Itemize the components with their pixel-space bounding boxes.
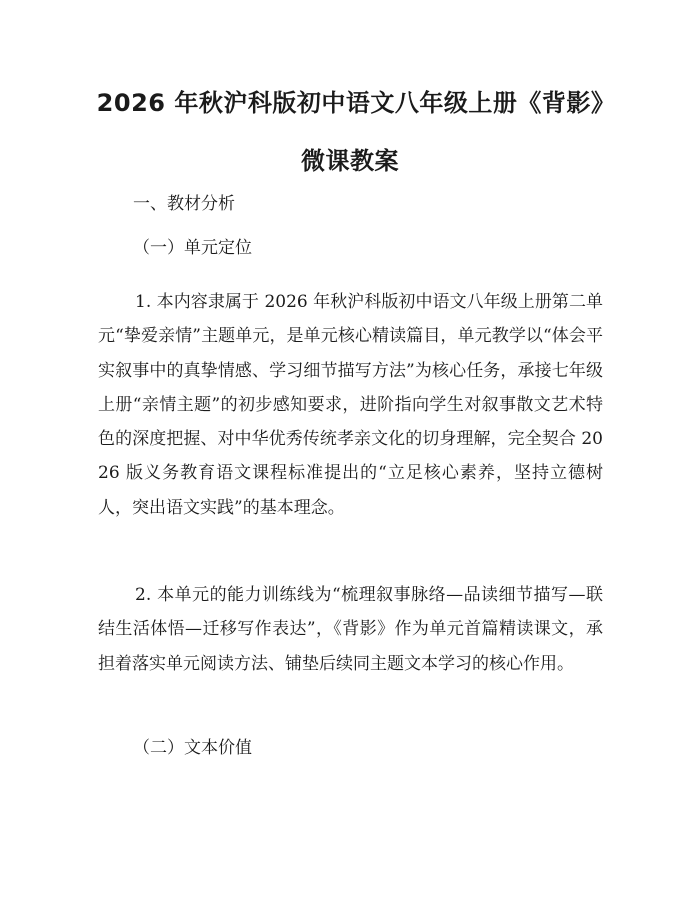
section-heading-textbook-analysis: 一、教材分析 xyxy=(133,194,235,214)
document-title: 2026 年秋沪科版初中语文八年级上册《背影》微课教案 xyxy=(96,89,604,175)
subsection-heading-unit-position: （一）单元定位 xyxy=(133,238,252,258)
paragraph-unit-position-2: 2. 本单元的能力训练线为“梳理叙事脉络—品读细节描写—联结生活体悟—迁移写作表达”，《背影》作为单元首篇精读课文，承担着落实单元阅读方法、铺垫后续同主题文本学习的核心作用。 xyxy=(98,585,603,674)
paragraph-unit-position-1: 1. 本内容隶属于 2026 年秋沪科版初中语文八年级上册第二单元“挚爱亲情”主题单元，是单元核心精读篇目，单元教学以“体会平实叙事中的真挚情感、学习细节描写方法”为核心任务，承接七年级上册“亲情主题”的初步感知要求，进阶指向学生对叙事散文艺术特色的深度把握、对中华优秀传统孝亲文化的切身理解，完全契合 2026 版义务教育语文课程标准提出的“立足核心素养，坚持立德树人，突出语文实践”的基本理念。 xyxy=(98,292,603,518)
subsection-heading-text-value: （二）文本价值 xyxy=(133,738,252,758)
